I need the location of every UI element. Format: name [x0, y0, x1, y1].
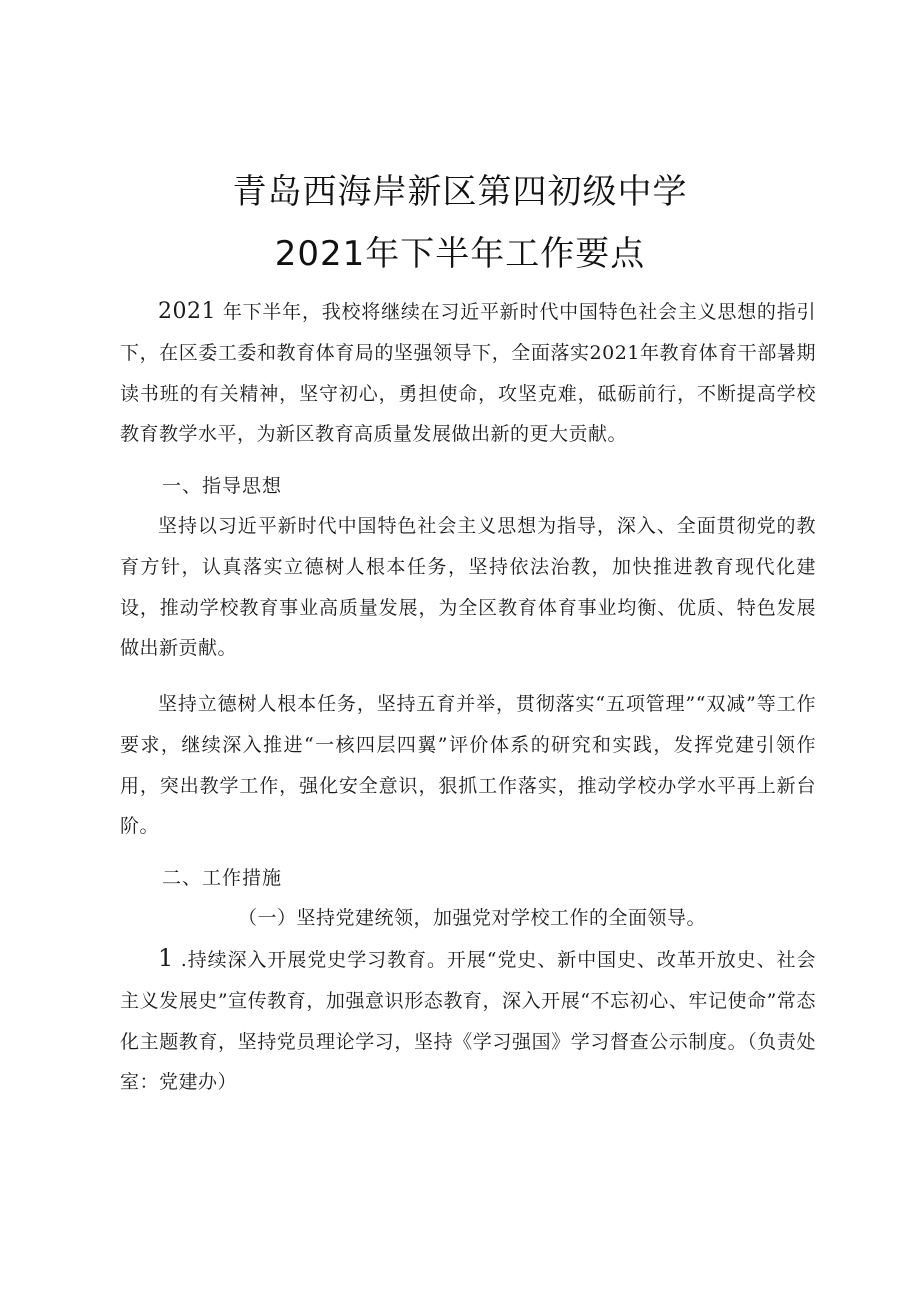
item1-number: 1: [158, 944, 174, 972]
section1-paragraph1: 坚持以习近平新时代中国特色社会主义思想为指导，深入、全面贯彻党的教育方针，认真落实立德树人根本任务，坚持依法治教，加快推进教育现代化建设，推动学校教育事业高质量发展，为全区教育体育事业均衡、优质、特色发展做出新贡献。: [120, 515, 816, 660]
item1-text: .持续深入开展党史学习教育。开展“党史、新中国史、改革开放史、社会主义发展史”宣传教育，加强意识形态教育，深入开展“不忘初心、牢记使命”常态化主题教育，坚持党员理论学习，坚持《学习强国》学习督查公示制度。（负责处室：党建办）: [120, 949, 816, 1094]
document-title-line1: 青岛西海岸新区第四初级中学: [232, 172, 688, 212]
intro-year: 2021: [158, 299, 216, 324]
section2-heading: 二、工作措施: [162, 867, 283, 889]
section1-heading: 一、指导思想: [162, 475, 283, 497]
section1-paragraph2: 坚持立德树人根本任务，坚持五育并举，贯彻落实“五项管理”“双减”等工作要求，继续深入推进“一核四层四翼”评价体系的研究和实践，发挥党建引领作用，突出教学工作，强化安全意识，狠抓工作落实，推动学校办学水平再上新台阶。: [120, 693, 816, 838]
section2-subheading1: （一）坚持党建统领，加强党对学校工作的全面领导。: [238, 907, 707, 929]
intro-text: 年下半年，我校将继续在习近平新时代中国特色社会主义思想的指引下，在区委工委和教育体育局的坚强领导下，全面落实2021年教育体育干部暑期读书班的有关精神，坚守初心，勇担使命，攻坚克难，砥砺前行，不断提高学校教育教学水平，为新区教育高质量发展做出新的更大贡献。: [120, 301, 816, 446]
intro-paragraph: [120, 292, 816, 455]
document-title-line2: 2021年下半年工作要点: [274, 234, 646, 274]
item1-paragraph: [120, 938, 816, 1103]
